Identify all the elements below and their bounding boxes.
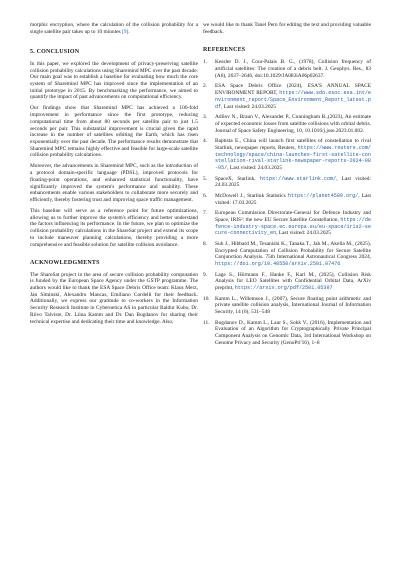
- reference-text: Lage S., Hörmann F., Hanke F., Karl M., (2025), Collision Risk Analysis for LEO Satellites with Confidential Orbital Data, ArXiv preprint,: [215, 271, 371, 291]
- reference-item: [203, 296, 371, 316]
- reference-item: [203, 114, 371, 134]
- intro-text: morphic encryption, where the calculation of the collision probability for a single satellite pair takes up to 10 minutes: [30, 22, 198, 35]
- reference-number: 3.: [203, 114, 208, 121]
- reference-number: 7.: [203, 210, 208, 217]
- intro-end: .: [128, 28, 130, 35]
- right-column: [203, 22, 371, 350]
- right-intro-paragraph: we would like to thank Tanel Pern for editing the text and providing valuable feedback.: [203, 22, 371, 35]
- reference-text: Bogdanov D., Kamm L., Laur S., Sokk V., (2016), Implementation and Evaluation of an Algorithm for Cryptographically Private Principal Component Analysis on Genomic Data, 3rd International Workshop on Genome Privacy and Security (GenoPri'16), 1–8: [215, 319, 371, 346]
- reference-text: Suh J., Hibbard M., Tesanishi K., Tanaka T., Jah M., Akella M., (2025), Encrypted Computation of Collision Probability for Secure Satellite Conjunction Analysis. 75th International Astronautical Congress 2024,: [215, 240, 371, 261]
- reference-text: ESA Space Debris Office (2024), ESA'S ANNUAL SPACE ENVIRONMENT REPORT,: [215, 83, 371, 97]
- acknowledgments-heading: ACKNOWLEDGMENTS: [30, 260, 100, 267]
- reference-item: [203, 83, 371, 110]
- reference-visited: , Last visited: 24.03.2025: [221, 103, 276, 110]
- reference-text: Kamm L., Willemson J., (2007), Secure floating point arithmetic and private satellite collision analysis, International Journal of Information Security, 14 (6), 531–548: [215, 295, 371, 315]
- reference-text: European Commission Directorate-General for Defence Industry and Space, IRIS²: the new EU Secure Satellite Constellation,: [215, 210, 371, 223]
- conclusion-heading: 5. CONCLUSION: [30, 49, 80, 56]
- reference-visited: , Last visited: 24.03.2025: [227, 164, 283, 171]
- reference-url-link[interactable]: https://arxiv.org/pdf/2501.05397: [234, 284, 333, 291]
- reference-text: SpaceX, Starlink,: [215, 175, 256, 182]
- reference-number: 9.: [203, 271, 208, 278]
- conclusion-paragraph-3: Moreover, the advancements in Sharemind MPC, such as the introduction of a protocol domain-specific language (PDSL), improved protocols for floating-point operations, and enhanced statistical functionality, have significantly improved the system's performance and usability. These enhancements enable various stakeholders to collaborate more securely and efficiently, thereby fostering trust and improving space traffic management.: [30, 163, 198, 203]
- reference-item: [203, 176, 371, 189]
- conclusion-paragraph-4: This baseline will serve as a reference point for future optimizations, allowing us to further improve the system's efficiency and better understand the factors influencing its performance. In the future, we plan to optimize the collision probability calculations in the ShareSat project and extend its scope to include maneuver planning calculations, thereby providing a more comprehensive and feasible solution for satellite collision avoidance.: [30, 208, 198, 248]
- reference-item: [203, 138, 371, 172]
- reference-number: 11.: [203, 319, 210, 326]
- reference-visited: , Last visited: 24.03.2025: [215, 175, 371, 189]
- reference-visited: , Last visited: 17.03.2025: [215, 192, 371, 206]
- reference-text: Baptista E., China will launch first satellites of constellation to rival Starlink, newspaper reports, Reuters,: [215, 138, 371, 151]
- references-list: [203, 59, 371, 346]
- reference-item: [203, 272, 371, 292]
- intro-paragraph: [30, 22, 198, 35]
- reference-url-link[interactable]: https://planet4589.org/: [287, 192, 359, 199]
- conclusion-paragraph-2: Our findings show that Sharemind MPC has achieved a 100-fold improvement in performance since the first prototype, reducing computational time from about 80 seconds per satellite pair to just 1.5 seconds per pair. This substantial improvement is crucial given the rapid increase in the number of satellites orbiting the Earth, which has risen exponentially over the past decade. The performance results demonstrate that Sharemind MPC remains highly effective and feasible for large-scale satellite collision probability calculations.: [30, 105, 198, 159]
- citation-link[interactable]: [9]: [121, 28, 129, 35]
- left-column: [30, 22, 198, 325]
- reference-number: 6.: [203, 192, 208, 199]
- reference-text: Adilov N., Braun V., Alexander P., Cunningham B.,(2023), An estimate of expected economic losses from satellite collisions with orbital debris. Journal of Space Safety Engineering, 10, 10.1016/j.jsse.2023.01.002.: [215, 114, 371, 134]
- reference-number: 5.: [203, 175, 208, 182]
- reference-number: 8.: [203, 240, 208, 247]
- reference-visited: , Last visited: 24.03.2025: [276, 230, 331, 237]
- reference-item: [203, 193, 371, 206]
- acknowledgments-paragraph: The ShareSat project in the area of secure collision probability computation is funded by the European Space Agency under the GSTP programme. The authors would like to thank the ESA Space Debris Office team: Klaus Merz, Jan Siminski, Alexandru Mancas, Emiliano Cordelli for their feedback. Additionally, we express our gratitude to co-workers in the Information Security Research Institute in Cybernetica AS in particular Baldur Kubo, Dr. Riivo Talviste, Dr. Liina Kamm and Dr. Dan Bogdanov for sharing their technical expertise and dedicating their time and knowledge. Also,: [30, 271, 198, 325]
- reference-url-link[interactable]: https://www.starlink.com/: [259, 175, 337, 182]
- references-heading: REFERENCES: [203, 47, 246, 54]
- reference-text: Kessler D. J., Cour-Palais B. G., (1978), Collision frequency of artificial satellites: The creation of a debris belt. J. Geophys. Res., 83 (A6), 2637–2646, doi:10.1029/JA083iA06p02637.: [215, 59, 371, 79]
- reference-number: 1.: [203, 59, 208, 66]
- reference-url-link[interactable]: https://www.sdo.esoc.esa.int/environment_report/Space_Environment_Report_latest.pdf: [215, 90, 371, 110]
- reference-item: [203, 241, 371, 268]
- reference-number: 4.: [203, 138, 208, 145]
- reference-number: 2.: [203, 83, 208, 90]
- reference-url-link[interactable]: https://doi.org/10.48550/arXiv.2501.07476: [215, 260, 341, 267]
- conclusion-paragraph-1: In this paper, we explored the development of privacy-preserving satellite collision probability calculations using Sharemind MPC over the past decade. Our main goal was to establish a baseline for evaluating how much the core system of Sharemind MPC has improved since the implementation of an initial prototype in 2015. By benchmarking the performance, we aimed to quantify the impact of past advancements on computational efficiency.: [30, 60, 198, 101]
- reference-text: McDowell J., Starlink Statistics: [215, 192, 286, 199]
- reference-number: 10.: [203, 295, 210, 302]
- reference-url-link[interactable]: https://www.reuters.com/technology/space/china-launches-first-satellite-constellation-rival-starlink-newspaper-reports-2024-08-05/: [215, 144, 371, 171]
- reference-item: [203, 59, 371, 79]
- reference-item: [203, 210, 371, 237]
- reference-item: [203, 320, 371, 347]
- reference-url-link[interactable]: https://defence-industry-space.ec.europa.eu/eu-space/iris2-secure-connectivity_en: [215, 216, 371, 237]
